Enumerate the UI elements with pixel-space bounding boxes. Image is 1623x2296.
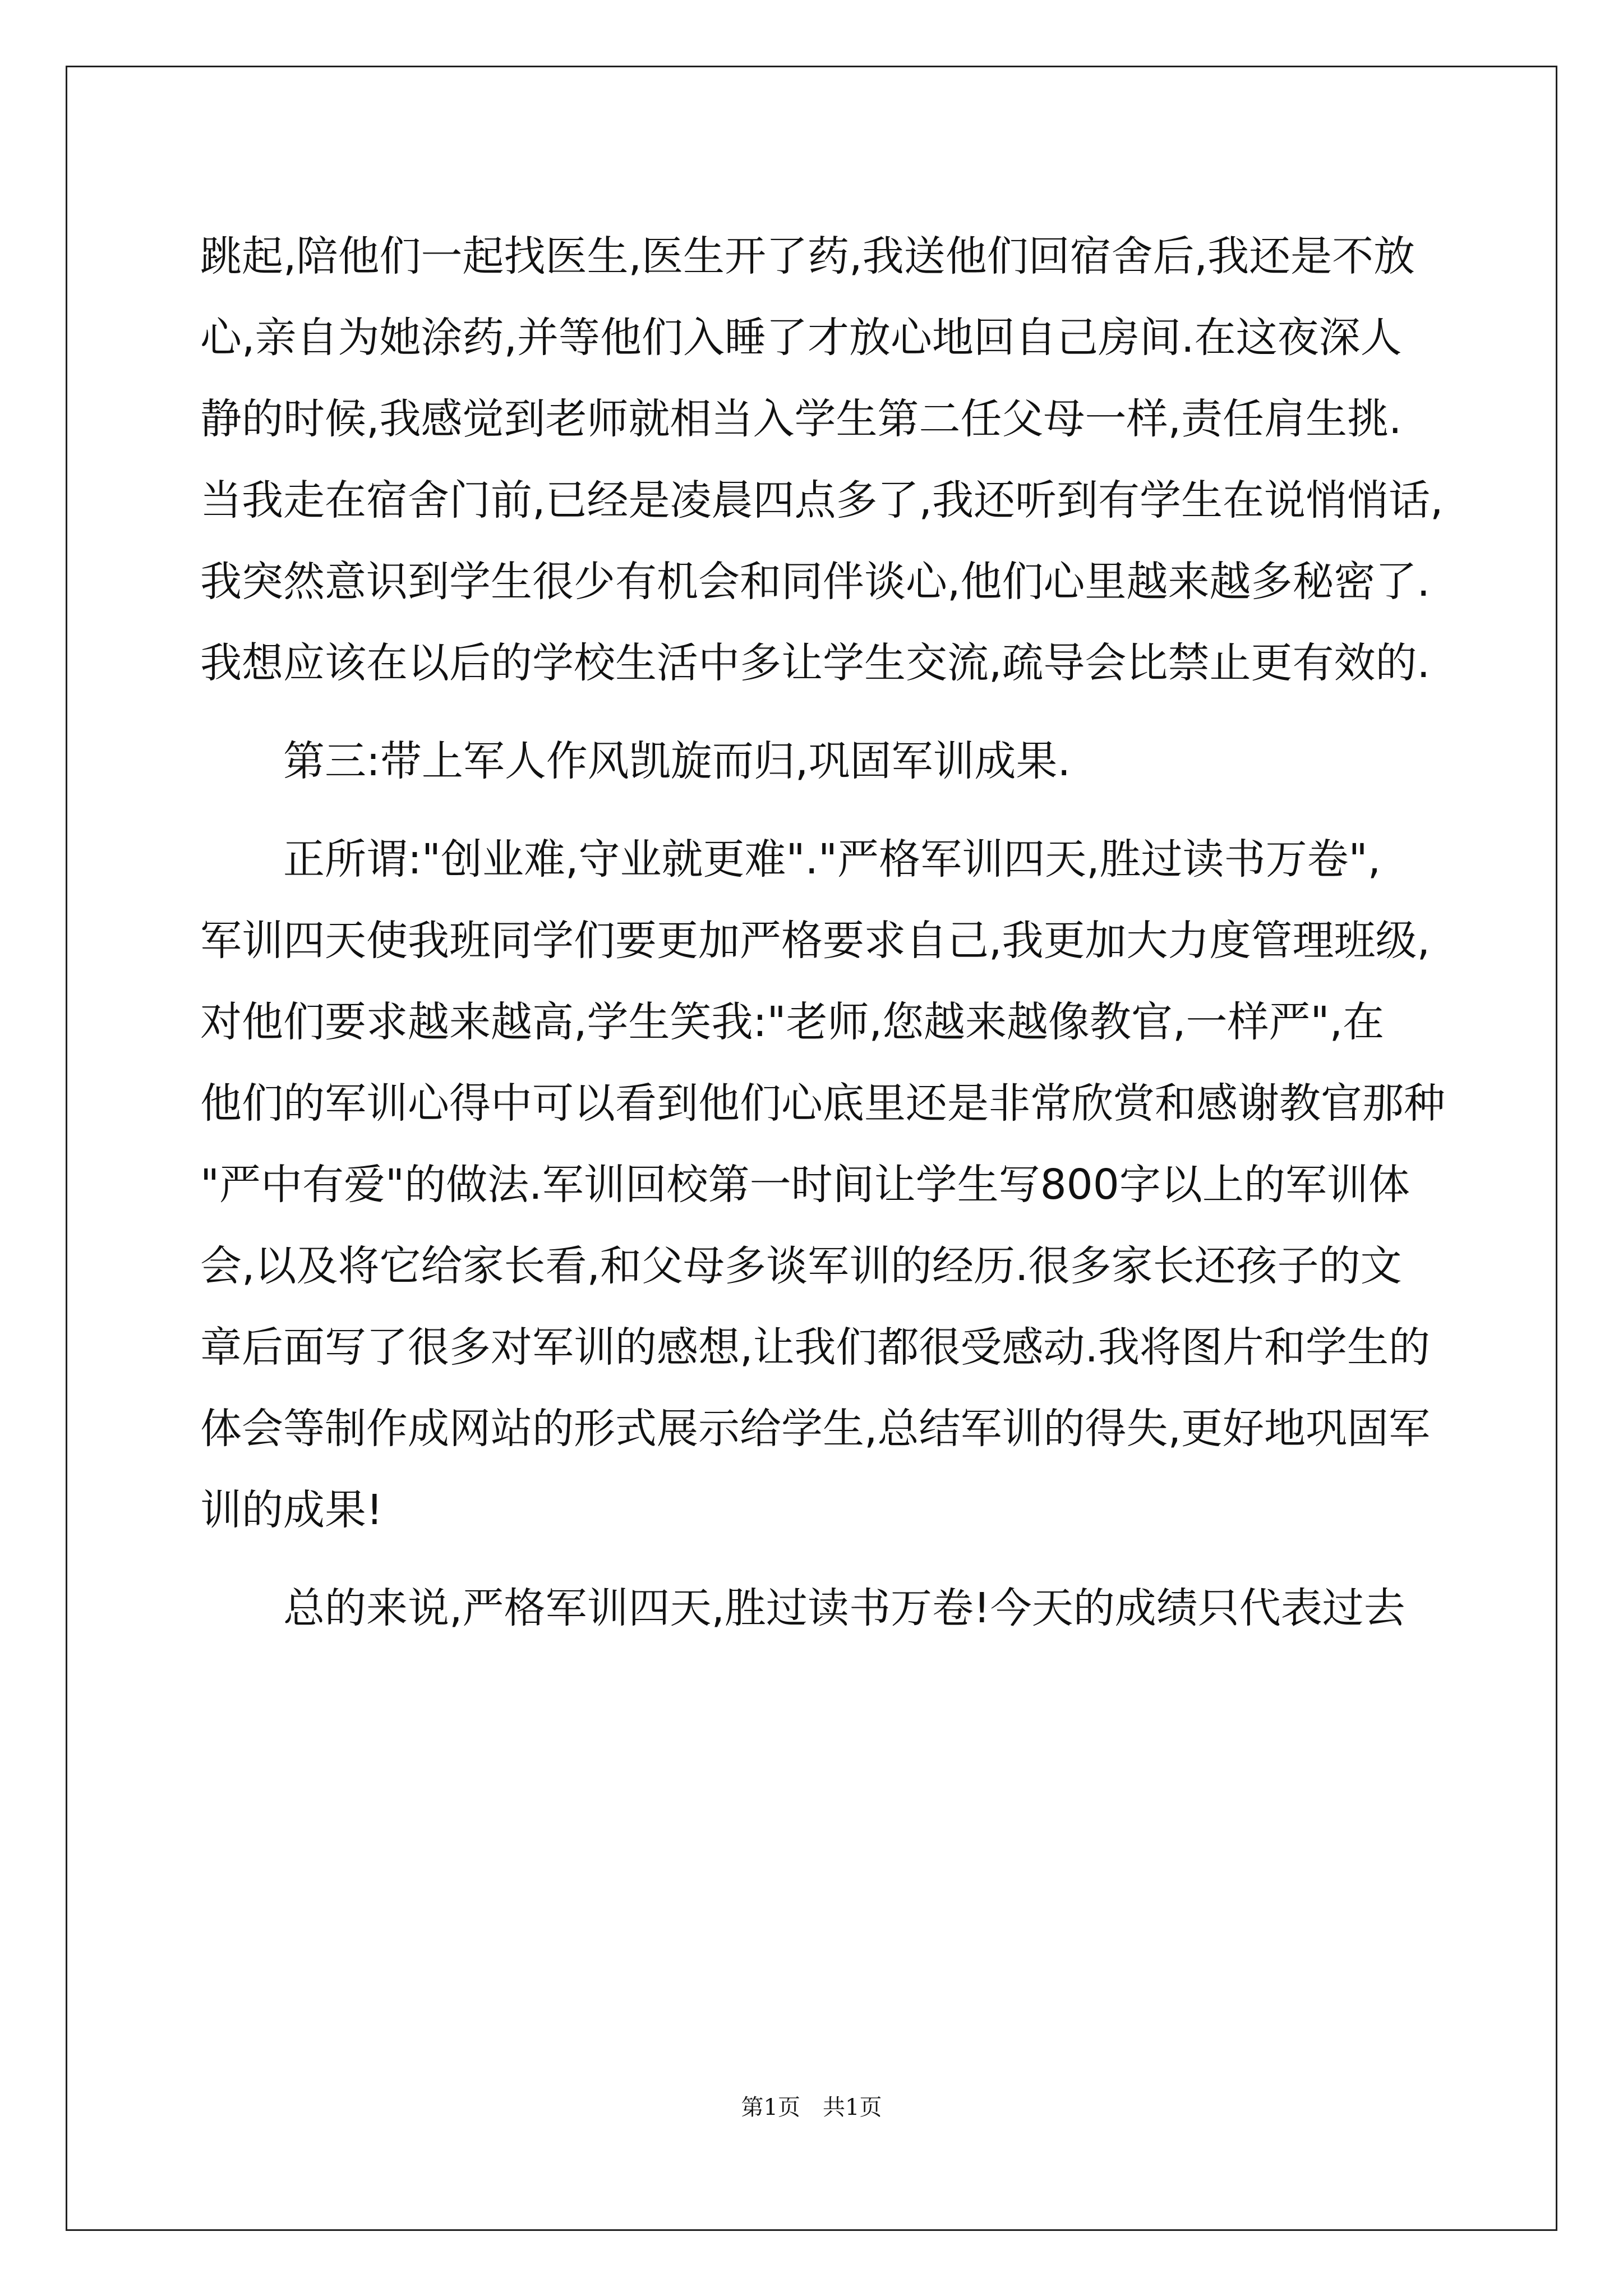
text-line: 我突然意识到学生很少有机会和同伴谈心,他们心里越来越多秘密了. <box>200 558 1431 606</box>
text-line: 我想应该在以后的学校生活中多让学生交流,疏导会比禁止更有效的. <box>200 639 1431 687</box>
text-line: 正所谓:"创业难,守业就更难"."严格军训四天,胜过读书万卷", <box>200 835 1381 884</box>
paragraph-heading: 第三:带上军人作风凯旋而归,巩固军训成果. <box>200 737 1071 785</box>
text-line: 静的时候,我感觉到老师就相当入学生第二任父母一样,责任肩生挑. <box>200 395 1402 443</box>
page-footer: 第1页 共1页 <box>741 2095 882 2120</box>
text-line: 跳起,陪他们一起找医生,医生开了药,我送他们回宿舍后,我还是不放 <box>200 232 1415 280</box>
text-line: 对他们要求越来越高,学生笑我:"老师,您越来越像教官,一样严",在 <box>200 998 1385 1046</box>
text-line: 他们的军训心得中可以看到他们心底里还是非常欣赏和感谢教官那种 <box>200 1079 1445 1128</box>
text-line: 心,亲自为她涂药,并等他们入睡了才放心地回自己房间.在这夜深人 <box>200 314 1402 362</box>
text-line: 总的来说,严格军训四天,胜过读书万卷!今天的成绩只代表过去 <box>200 1584 1405 1632</box>
text-line: 训的成果! <box>200 1486 383 1534</box>
text-line: 章后面写了很多对军训的感想,让我们都很受感动.我将图片和学生的 <box>200 1323 1431 1372</box>
text-line: 体会等制作成网站的形式展示给学生,总结军训的得失,更好地巩固军 <box>200 1405 1431 1453</box>
text-line: 军训四天使我班同学们要更加严格要求自己,我更加大力度管理班级, <box>200 917 1431 965</box>
text-line: 当我走在宿舍门前,已经是凌晨四点多了,我还听到有学生在说悄悄话, <box>200 476 1444 524</box>
text-line: 会,以及将它给家长看,和父母多谈军训的经历.很多家长还孩子的文 <box>200 1242 1402 1290</box>
document-body <box>200 216 1445 1649</box>
text-line: "严中有爱"的做法.军训回校第一时间让学生写800字以上的军训体 <box>200 1161 1410 1209</box>
